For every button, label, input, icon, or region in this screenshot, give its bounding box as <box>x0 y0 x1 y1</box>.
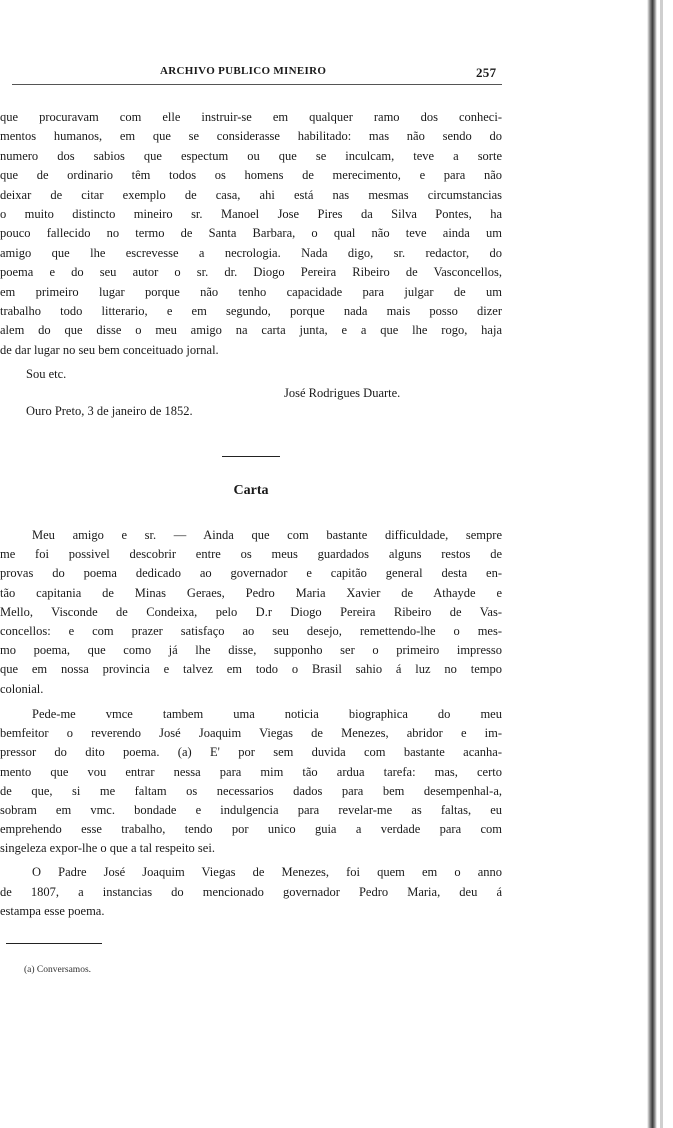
text-line: me foi possivel descobrir entre os meus guardados alguns restos de <box>0 547 502 562</box>
text-line: pouco fallecido no termo de Santa Barbara, o qual não teve ainda um <box>0 226 502 241</box>
text-line: Mello, Visconde de Condeixa, pelo D.r Diogo Pereira Ribeiro de Vas- <box>0 604 502 619</box>
section-separator <box>222 456 280 457</box>
text-line: mentos humanos, em que se considerasse habilitado: mas não sendo do <box>0 129 502 144</box>
text-line: de 1807, a instancias do mencionado governador Pedro Maria, deu á <box>0 884 502 899</box>
text-line: trabalho todo litterario, e em segundo, porque nada mais posso dizer <box>0 304 502 318</box>
text-line: singeleza expor-lhe o que a tal respeito sei. <box>0 841 215 856</box>
text-line: bemfeitor o reverendo José Joaquim Viegas de Menezes, abridor e im- <box>0 726 502 741</box>
text-line: emprehendo esse trabalho, tendo por unico guia a verdade para com <box>0 822 502 837</box>
text-line: amigo que lhe escrevesse a necrologia. Nada digo, sr. redactor, do <box>0 245 502 260</box>
text-line: Meu amigo e sr. — Ainda que com bastante difficuldade, sempre <box>32 528 502 542</box>
text-line: pressor do dito poema. (a) E' por sem duvida com bastante acanha- <box>0 745 502 760</box>
header-rule <box>12 84 502 85</box>
closing: Sou etc. <box>26 367 67 381</box>
text-line: que em nossa provincia e talvez em todo o Brasil sahio á luz no tempo <box>0 662 502 677</box>
section-heading: Carta <box>233 483 269 498</box>
text-line: concellos: e com prazer satisfaço ao seu desejo, remettendo-lhe o mes- <box>0 624 502 638</box>
footnote: (a) Conversamos. <box>24 965 92 975</box>
text-line: poema e do seu autor o sr. dr. Diogo Pereira Ribeiro de Vasconcellos, <box>0 265 502 280</box>
text-line: de dar lugar no seu bem conceituado jornal. <box>0 342 219 357</box>
text-line: tão capitania de Minas Geraes, Pedro Maria Xavier de Athayde e <box>0 585 502 600</box>
text-line: de que, si me faltam os necessarios dados para bem desempenhal-a, <box>0 783 502 798</box>
text-line: mento que vou entrar nessa para mim tão ardua tarefa: mas, certo <box>0 764 502 779</box>
dateline: Ouro Preto, 3 de janeiro de 1852. <box>26 404 193 418</box>
footnote-rule <box>6 943 102 944</box>
text-line: colonial. <box>0 681 44 696</box>
text-line: que de ordinario têm todos os homens de merecimento, e para não <box>0 168 502 183</box>
text-line: sobram em vmc. bondade e indulgencia para revelar-me as faltas, eu <box>0 803 502 817</box>
text-line: Pede-me vmce tambem uma noticia biographica do meu <box>32 707 502 721</box>
page-number: 257 <box>476 65 497 80</box>
text-line: mo poema, que como já lhe disse, supponho ser o primeiro impresso <box>0 643 502 658</box>
text-line: deixar de citar exemplo de casa, ahi está nas mesmas circumstancias <box>0 187 502 202</box>
running-header-title: ARCHIVO PUBLICO MINEIRO <box>160 65 327 77</box>
book-spine-edge-shadow <box>660 0 663 1128</box>
text-line: estampa esse poema. <box>0 904 105 918</box>
signature: José Rodrigues Duarte. <box>284 386 401 400</box>
text-line: provas do poema dedicado ao governador e capitão general desta en- <box>0 566 502 581</box>
book-spine-edge <box>647 0 657 1128</box>
text-line: em primeiro lugar porque não tenho capacidade para julgar de um <box>0 284 502 299</box>
text-line: alem do que disse o meu amigo na carta junta, e a que lhe rogo, haja <box>0 323 502 338</box>
text-line: que procuravam com elle instruir-se em qualquer ramo dos conheci- <box>0 110 502 124</box>
text-line: o muito distincto mineiro sr. Manoel Jose Pires da Silva Pontes, ha <box>0 207 502 221</box>
text-line: numero dos sabios que espectum ou que se inculcam, teve a sorte <box>0 148 502 163</box>
text-line: O Padre José Joaquim Viegas de Menezes, foi quem em o anno <box>32 865 502 879</box>
